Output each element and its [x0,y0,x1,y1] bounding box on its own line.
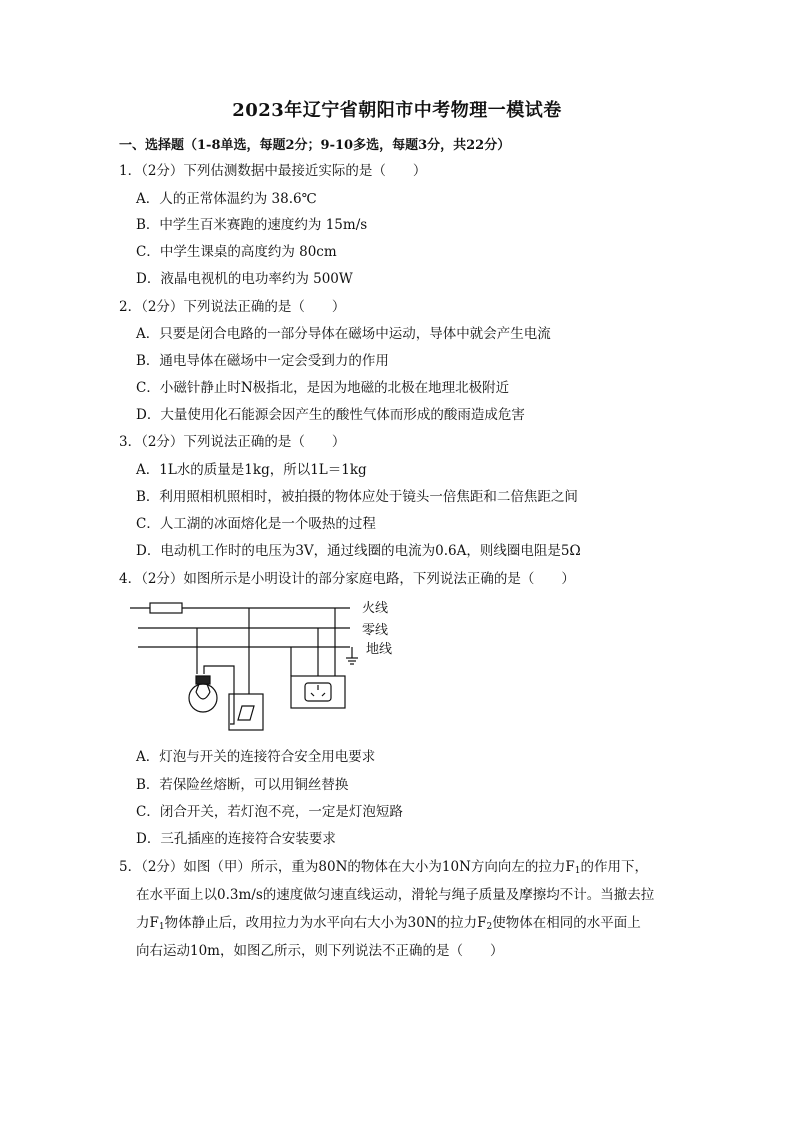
fuse-icon [150,603,182,613]
question-3-option-b: B．利用照相机照相时，被拍摄的物体应处于镜头一倍焦距和二倍焦距之间 [136,489,578,505]
neutral-wire-label: 零线 [362,623,389,638]
question-2-stem: 2．（2分）下列说法正确的是（ ） [119,299,346,315]
light-bulb-icon [189,684,217,712]
question-1-option-b: B．中学生百米赛跑的速度约为 15m/s [136,217,368,233]
switch-rocker-icon [238,706,254,720]
earth-wire-label: 地线 [366,642,393,657]
question-2-option-b: B．通电导体在磁场中一定会受到力的作用 [136,353,389,369]
household-circuit-diagram [130,596,410,736]
page-title: 2023年辽宁省朝阳市中考物理一模试卷 [232,100,562,121]
question-3-option-a: A．1L水的质量是1kg，所以1L＝1kg [136,462,367,478]
question-4-option-d: D．三孔插座的连接符合安装要求 [136,831,336,847]
question-1-option-c: C．中学生课桌的高度约为 80cm [136,244,337,260]
question-5-stem-line-4: 向右运动10m，如图乙所示，则下列说法不正确的是（ ） [136,943,504,959]
question-5-stem-line-2: 在水平面上以0.3m/s的速度做匀速直线运动，滑轮与绳子质量及摩擦均不计。当撤去拉 [136,887,655,903]
question-1-option-d: D．液晶电视机的电功率约为 500W [136,271,353,287]
question-1-stem: 1．（2分）下列估测数据中最接近实际的是（ ） [119,163,427,179]
question-4-option-c: C．闭合开关，若灯泡不亮，一定是灯泡短路 [136,804,403,820]
question-2-option-c: C．小磁针静止时N极指北，是因为地磁的北极在地理北极附近 [136,380,510,396]
question-4-stem: 4．（2分）如图所示是小明设计的部分家庭电路，下列说法正确的是（ ） [119,571,575,587]
question-3-stem: 3．（2分）下列说法正确的是（ ） [119,434,346,450]
question-4-option-a: A．灯泡与开关的连接符合安全用电要求 [136,749,376,765]
question-3-option-c: C．人工湖的冰面熔化是一个吸热的过程 [136,516,376,532]
three-pin-socket-icon [291,676,345,708]
section-heading: 一、选择题（1-8单选，每题2分；9-10多选，每题3分，共22分） [119,138,511,153]
question-5-stem-line-3: 力$F_1$物体静止后，改用拉力为水平向右大小为30N的拉力$F_2$使物体在相同的水平面上 [136,915,641,932]
live-wire-label: 火线 [362,601,389,616]
question-5-stem-line-1: 5．（2分）如图（甲）所示，重为80N的物体在大小为10N方向向左的拉力$F_1$的作用下， [119,859,649,876]
question-3-option-d: D．电动机工作时的电压为3V，通过线圈的电流为0.6A，则线圈电阻是5Ω [136,543,581,559]
question-4-option-b: B．若保险丝熔断，可以用铜丝替换 [136,777,349,793]
question-2-option-a: A．只要是闭合电路的一部分导体在磁场中运动，导体中就会产生电流 [136,326,551,342]
question-2-option-d: D．大量使用化石能源会因产生的酸性气体而形成的酸雨造成危害 [136,407,525,423]
question-1-option-a: A．人的正常体温约为 38.6℃ [136,191,317,207]
